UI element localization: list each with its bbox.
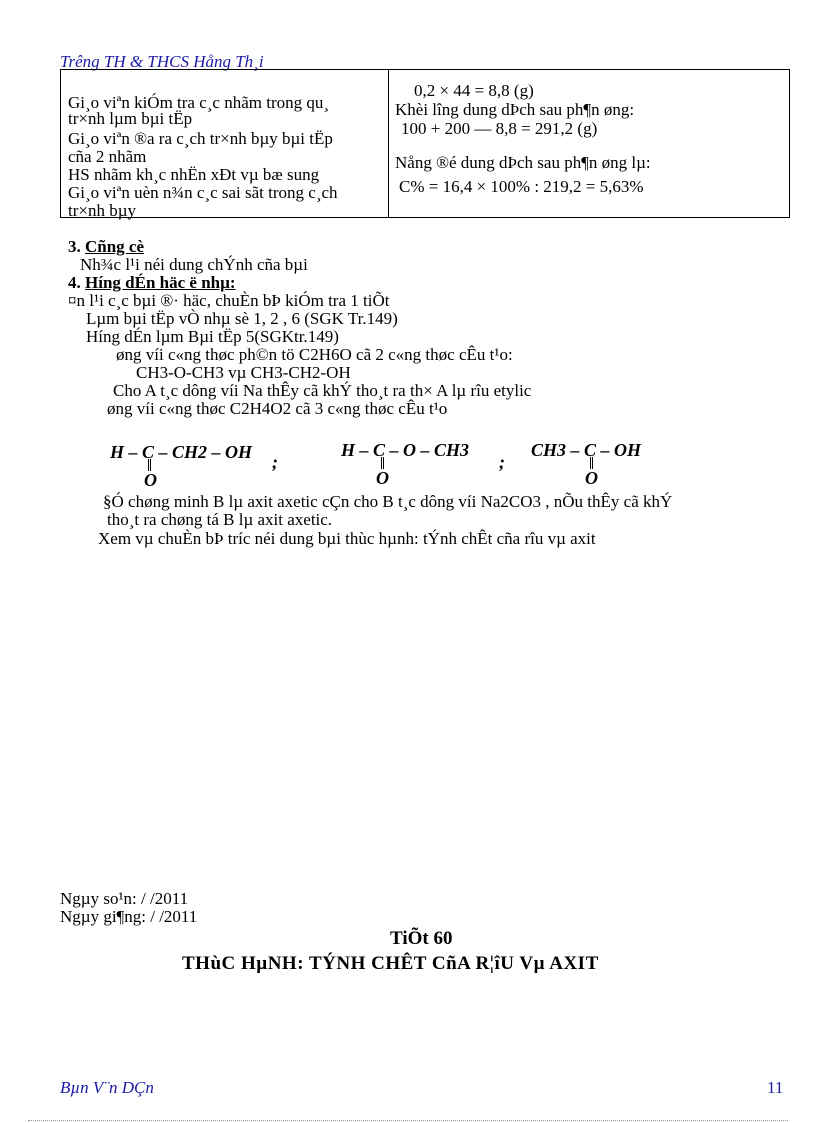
- lesson-title: THùC HµNH: TÝNH CHÊT CñA R¦îU Vµ AXIT: [182, 953, 599, 974]
- formula-1: H – C – CH2 – OH: [110, 442, 253, 462]
- homework-line: øng víi c«ng thøc ph©n tö C2H6O cã 2 c«ng thøc cÊu t¹o:: [116, 345, 513, 364]
- footer-author: Bµn V¨n DÇn: [60, 1078, 154, 1097]
- homework-line: Cho A t¸c dông víi Na thÊy cã khÝ tho¸t ra th× A lµ rîu etylic: [113, 381, 532, 400]
- separator-2: ;: [499, 452, 505, 472]
- conclusion-line: tho¸t ra chøng tá B lµ axit axetic.: [107, 510, 333, 529]
- separator-1: ;: [272, 452, 278, 472]
- school-header: Trêng TH & THCS Hång Th¸i: [60, 52, 264, 71]
- left-line: Gi¸o viªn ®a ra c¸ch tr×nh bµy bµi tËp: [68, 129, 333, 148]
- homework-line: Híng dÉn lµm Bµi tËp 5(SGKtr.149): [86, 327, 339, 346]
- formula-2-oxygen: O: [376, 468, 389, 488]
- right-line: Nång ®é dung dÞch sau ph¶n øng lµ:: [395, 153, 651, 172]
- homework-line: CH3-O-CH3 vµ CH3-CH2-OH: [136, 363, 351, 382]
- formula-3: CH3 – C – OH: [531, 440, 642, 460]
- prep-date: Ngµy so¹n: / /2011: [60, 889, 189, 908]
- section-3-title: Cñng cè: [85, 237, 145, 256]
- conclusion-line: Xem vµ chuÈn bÞ tríc néi dung bµi thùc hµnh: tÝnh chÊt cña rîu vµ axit: [98, 529, 596, 548]
- lesson-number: TiÕt 60: [390, 928, 453, 949]
- left-line: cña 2 nhãm: [68, 147, 147, 166]
- formula-3-oxygen: O: [585, 468, 598, 488]
- teacher-activity-cell: [61, 70, 389, 218]
- section-3-text: Nh¾c l¹i néi dung chÝnh cña bµi: [80, 255, 308, 274]
- right-line: 100 + 200 — 8,8 = 291,2 (g): [401, 119, 598, 138]
- left-line: Gi¸o viªn uèn n¾n c¸c sai sãt trong c¸ch: [68, 183, 338, 202]
- right-line: Khèi lîng dung dÞch sau ph¶n øng:: [395, 100, 635, 119]
- left-line: Gi¸o viªn kiÓm tra c¸c nhãm trong qu¸: [68, 93, 330, 112]
- homework-line: ¤n l¹i c¸c bµi ®· häc, chuÈn bÞ kiÓm tra 1 tiÕt: [68, 291, 390, 310]
- section-4-heading: [68, 274, 236, 292]
- formula-2: H – C – O – CH3: [341, 440, 470, 460]
- homework-line: Lµm bµi tËp vÒ nhµ sè 1, 2 , 6 (SGK Tr.149): [86, 309, 398, 328]
- section-4-title: Híng dÉn häc ë nhµ:: [85, 273, 236, 292]
- solution-cell: [389, 70, 790, 218]
- left-line: tr×nh bµy: [68, 201, 137, 220]
- teach-date: Ngµy gi¶ng: / /2011: [60, 907, 198, 926]
- page-number: 11: [767, 1078, 784, 1097]
- left-line: tr×nh lµm bµi tËp: [68, 109, 193, 128]
- formula-1-oxygen: O: [144, 470, 157, 490]
- section-3-number: 3.: [68, 237, 81, 256]
- footer-divider: [28, 1120, 788, 1121]
- section-3-heading: [68, 238, 144, 256]
- conclusion-line: §Ó chøng minh B lµ axit axetic cÇn cho B t¸c dông víi Na2CO3 , nÕu thÊy cã khÝ: [103, 492, 673, 511]
- right-line: 0,2 × 44 = 8,8 (g): [414, 81, 534, 100]
- activity-table: [60, 69, 790, 218]
- right-line: C% = 16,4 × 100% : 219,2 = 5,63%: [399, 177, 644, 196]
- left-line: HS nhãm kh¸c nhËn xÐt vµ bæ sung: [68, 165, 320, 184]
- homework-line: øng víi c«ng thøc C2H4O2 cã 3 c«ng thøc cÊu t¹o: [107, 399, 448, 418]
- section-4-number: 4.: [68, 273, 81, 292]
